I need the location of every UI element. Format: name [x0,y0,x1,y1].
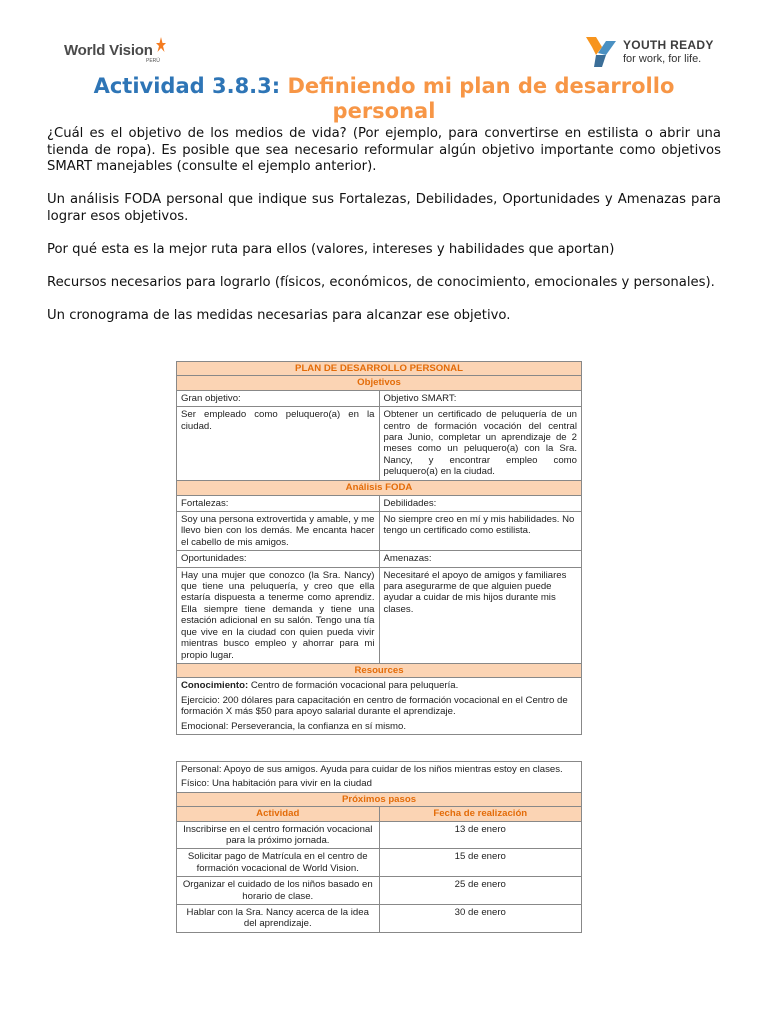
resource-label: Ejercicio: [181,694,220,706]
resource-label: Emocional: [181,720,229,732]
table-row [177,877,582,905]
col-fecha-header: Fecha de realización [379,807,582,821]
resource-text: Una habitación para vivir en la ciudad [211,778,372,790]
youth-ready-tagline: for work, for life. [623,53,702,65]
resource-item [181,764,577,775]
paragraph: Recursos necesarios para lograrlo (físicos, económicos, de conocimiento, emocionales y personales). [47,274,715,290]
proximos-header: Próximos pasos [177,792,582,806]
fortalezas-label: Fortalezas: [177,495,380,511]
resource-item [181,778,577,789]
amenazas-text: Necesitaré el apoyo de amigos y familiares para asegurarme de que alguien puede ayudar a cuidar de mis hijos durante mis clases. [379,567,582,663]
fortalezas-text: Soy una persona extrovertida y amable, y me llevo bien con los demás. Me encanta hacer el cabello de mis amigos. [177,512,380,551]
gran-objetivo-text: Ser empleado como peluquero(a) en la ciudad. [177,407,380,481]
resource-label: Conocimiento: [181,680,249,692]
smart-objetivo-text: Obtener un certificado de peluquería de un centro de formación vocación del central para Junio, completar un aprendizaje de 2 meses como un peluquero(a) con la Sra. Nancy, y encontrar empleo como peluquero(a) en la ciudad. [379,407,582,481]
plan-table-part1 [176,361,582,735]
resource-text: Perseverancia, la confianza en sí mismo. [231,720,407,732]
amenazas-label: Amenazas: [379,551,582,567]
world-vision-sub: PERÚ [146,58,160,64]
plan-table-part2 [176,761,582,933]
youth-ready-logo [586,37,714,71]
resource-label: Físico: [181,778,210,790]
title-activity-number: Actividad 3.8.3: [93,74,281,98]
world-vision-logo [64,40,160,64]
resource-text: 200 dólares para capacitación en centro de formación vocacional en el Centro de formación X más $50 para apoyo salarial durante el aprendizaje. [181,694,568,718]
smart-objetivo-label: Objetivo SMART: [379,390,582,406]
table-row [177,905,582,933]
foda-header: Análisis FODA [177,481,582,495]
resources-header: Resources [177,663,582,677]
title-activity-name: Definiendo mi plan de desarrollo personal [287,74,675,123]
world-vision-star-icon [156,37,166,57]
fecha-cell: 13 de enero [379,821,582,849]
youth-ready-mark-icon [586,37,618,67]
resources-list [177,678,582,735]
paragraph: Un análisis FODA personal que indique sus Fortalezas, Debilidades, Oportunidades y Amenazas para lograr esos objetivos. [47,192,721,224]
table-row [177,849,582,877]
objetivos-header: Objetivos [177,376,582,390]
resource-text: Apoyo de sus amigos. Ayuda para cuidar de los niños mientras estoy en clases. [223,764,563,775]
gran-objetivo-label: Gran objetivo: [177,390,380,406]
table-row [177,821,582,849]
paragraph: Un cronograma de las medidas necesarias para alcanzar ese objetivo. [47,307,511,323]
fecha-cell: 30 de enero [379,905,582,933]
fecha-cell: 25 de enero [379,877,582,905]
debilidades-label: Debilidades: [379,495,582,511]
col-actividad-header: Actividad [177,807,380,821]
debilidades-text: No siempre creo en mí y mis habilidades. No tengo un certificado como estilista. [379,512,582,551]
resources-list-continued [177,762,582,793]
paragraph: Por qué esta es la mejor ruta para ellos (valores, intereses y habilidades que aportan) [47,241,615,257]
resource-item [181,695,577,718]
actividad-cell: Organizar el cuidado de los niños basado en horario de clase. [177,877,380,905]
youth-ready-name: YOUTH READY [623,38,714,52]
actividad-cell: Solicitar pago de Matrícula en el centro de formación vocacional de World Vision. [177,849,380,877]
page-header [0,0,768,80]
fecha-cell: 15 de enero [379,849,582,877]
page-title [40,74,728,124]
resource-item [181,721,577,732]
actividad-cell: Hablar con la Sra. Nancy acerca de la idea del aprendizaje. [177,905,380,933]
resource-label: Personal: [181,764,222,775]
instructions [47,126,721,341]
actividad-cell: Inscribirse en el centro formación vocacional para la próximo jornada. [177,821,380,849]
plan-title: PLAN DE DESARROLLO PERSONAL [177,362,582,376]
oportunidades-label: Oportunidades: [177,551,380,567]
world-vision-name: World Vision [64,42,153,59]
resource-text: Centro de formación vocacional para peluquería. [250,680,459,692]
paragraph: ¿Cuál es el objetivo de los medios de vida? (Por ejemplo, para convertirse en estilista o abrir una tienda de ropa). Es posible que sea necesario reformular algún objetivo importante como objetivos SMART manejables (consulte el ejemplo anterior). [47,126,721,174]
oportunidades-text: Hay una mujer que conozco (la Sra. Nancy) que tiene una peluquería, y creo que ella estaría dispuesta a tenerme como aprendiz. Ella siempre tiene demanda y tiene una estación adicional en su salón. Tengo una tía que vive en la ciudad con quien pueda vivir mientras busco empleo y ahorrar para mi propio lugar. [177,567,380,663]
resource-item [181,680,577,691]
